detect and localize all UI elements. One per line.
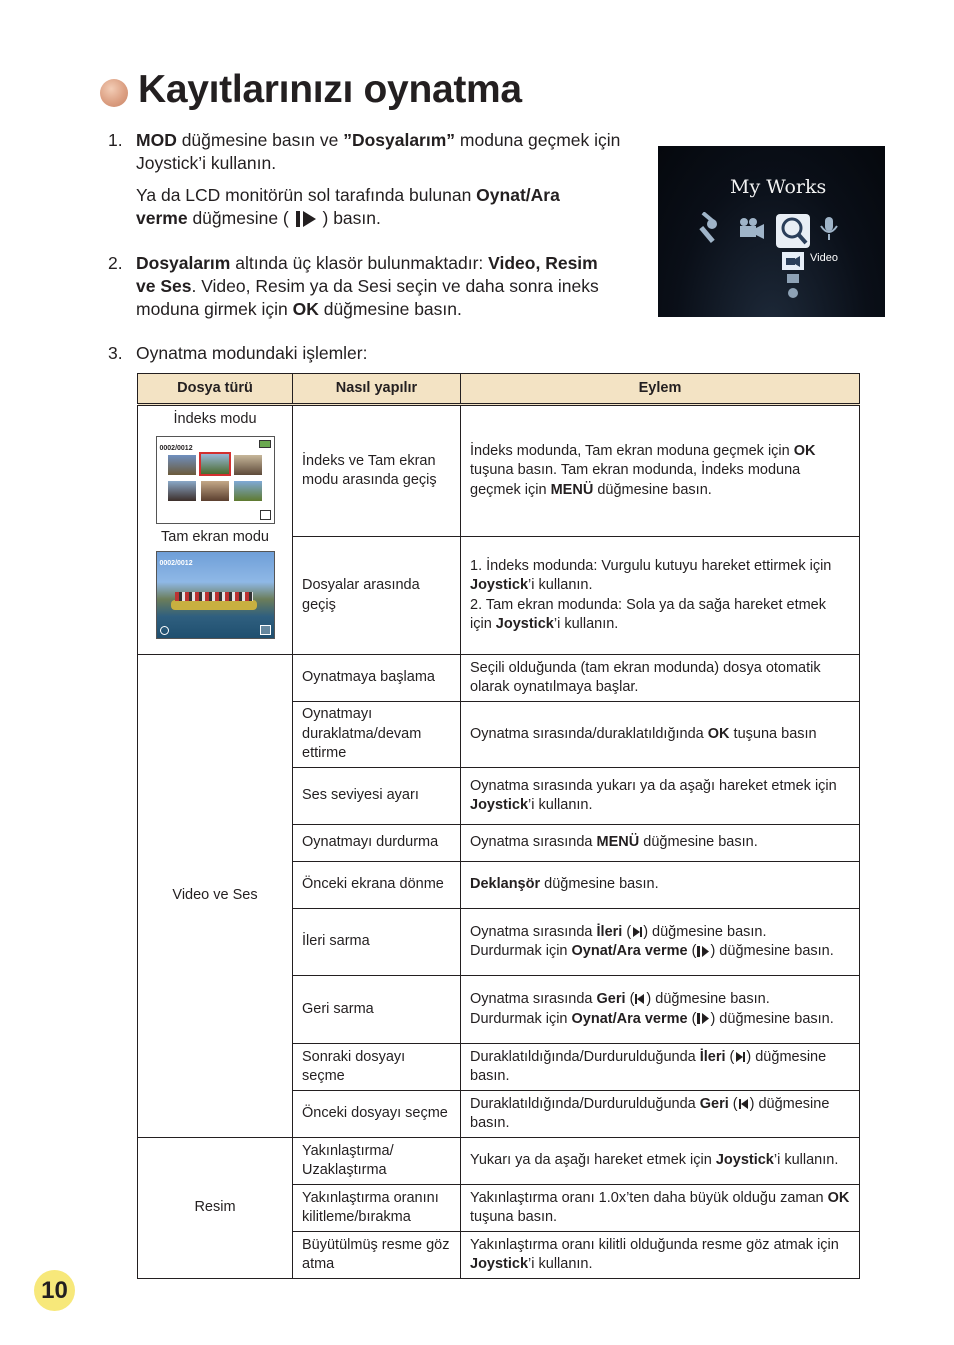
how-cell: Yakınlaştırma oranını kilitleme/bırakma [293,1185,461,1232]
forward-icon [734,1051,746,1063]
step-2-number: 2. [108,253,123,273]
file-icon [260,510,271,520]
forward-icon [631,926,643,938]
wrench-icon [699,212,717,243]
header-action: Eylem [461,374,860,405]
step-2-t3: düğmesine basın. [318,299,462,319]
boat-shape [171,600,257,610]
how-cell: Oynatmayı durdurma [293,825,461,862]
how-cell: Önceki ekrana dönme [293,862,461,909]
step-2-b1: Dosyalarım [136,253,231,273]
file-icon-full [260,625,271,635]
header-file-type: Dosya türü [138,374,293,405]
step-2-t2: . Video, Resim ya da Sesi seçin ve daha sonra ineks moduna girmek için [136,276,599,319]
microphone-icon [821,217,837,240]
rewind-icon [634,993,646,1005]
action-cell: Oynatma sırasında Geri ( ) düğmesine basın. Durdurmak için Oynat/Ara verme ( ) düğmesine basın. [461,976,860,1044]
mode-cell [138,405,293,655]
how-cell: Geri sarma [293,976,461,1044]
header-how: Nasıl yapılır [293,374,461,405]
step-3-number: 3. [108,343,123,363]
how-cell: Dosyalar arasında geçiş [293,537,461,655]
table-row [138,405,860,537]
action-cell: Oynatma sırasında MENÜ düğmesine basın. [461,825,860,862]
step-3-text: Oynatma modundaki işlemler: [136,343,368,363]
action-cell: İndeks modunda, Tam ekran moduna geçmek için OK tuşuna basın. Tam ekran modunda, İndeks moduna geçmek için MENÜ düğmesine basın. [461,405,860,537]
step-1-text [136,129,641,175]
action-cell: Yakınlaştırma oranı 1.0x’ten daha büyük olduğu zaman OK tuşuna basın. [461,1185,860,1232]
battery-icon [259,440,271,448]
lcd-title: My Works [730,176,827,198]
highlight-box [201,454,229,474]
index-mode-label: İndeks modu [173,411,257,427]
how-cell: Oynatmayı duraklatma/devam ettirme [293,702,461,768]
index-mode-thumbnail [156,436,275,524]
step-1-t1: düğmesine basın ve [176,130,344,150]
action-cell: Duraklatıldığında/Durdurulduğunda Geri ( ) düğmesine basın. [461,1091,860,1138]
how-cell: İleri sarma [293,909,461,976]
step-1-alt-text [136,184,616,230]
folder-word: ”Dosyalarım” [343,130,456,150]
action-cell: Deklanşör düğmesine basın. [461,862,860,909]
how-cell: Sonraki dosyayı seçme [293,1044,461,1091]
play-pause-icon [696,945,710,958]
video-group-cell: Video ve Ses [138,655,293,1138]
video-submenu-icon [782,252,804,270]
full-mode-label: Tam ekran modu [161,528,269,545]
camera-submenu-icon [787,274,799,283]
heading-bullet [100,79,128,107]
action-cell: Oynatma sırasında/duraklatıldığında OK tuşuna basın [461,702,860,768]
action-cell: Yukarı ya da aşağı hareket etmek için Joystick’i kullanın. [461,1138,860,1185]
full-mode-thumbnail [156,551,275,639]
step-1-number: 1. [108,130,123,150]
step-1-alt-t1: Ya da LCD monitörün sol tarafında bulunan [136,185,477,205]
action-cell: Duraklatıldığında/Durdurulduğunda İleri ( ) düğmesine basın. [461,1044,860,1091]
action-cell: 1. İndeks modunda: Vurgulu kutuyu hareket ettirmek için Joystick’i kullanın. 2. Tam ekran modunda: Sola ya da sağa hareket etmek için Joystick’i kullanın. [461,537,860,655]
full-counter: 0002/0012 [159,560,193,567]
table-row [138,655,860,702]
step-1-alt-t3: ) basın. [322,208,381,228]
action-cell: Seçili olduğunda (tam ekran modunda) dosya otomatik olarak oynatılmaya başlar. [461,655,860,702]
action-cell: Oynatma sırasında İleri ( ) düğmesine basın. Durdurmak için Oynat/Ara verme ( ) düğmesine basın. [461,909,860,976]
mod-word: MOD [136,130,177,150]
camcorder-icon [740,218,764,239]
step-2-text [136,252,616,321]
step-2-b2: Video, Resim ve Ses [136,253,598,296]
action-cell: Oynatma sırasında yukarı ya da aşağı hareket etmek için Joystick’i kullanın. [461,768,860,825]
sound-submenu-icon [788,288,798,298]
step-2-t1: altında üç klasör bulunmaktadır: [230,253,489,273]
rewind-icon [738,1098,750,1110]
page-title: Kayıtlarınızı oynatma [138,68,522,111]
step-2-b3: OK [292,299,319,319]
page-number: 10 [34,1270,75,1311]
table-row [138,1138,860,1185]
play-pause-icon [696,1012,710,1025]
search-folder-icon [776,214,810,248]
how-cell: Ses seviyesi ayarı [293,768,461,825]
how-cell: Önceki dosyayı seçme [293,1091,461,1138]
lcd-screenshot [658,146,885,317]
how-cell: Oynatmaya başlama [293,655,461,702]
operations-table [137,373,860,1279]
how-cell: Büyütülmüş resme göz atma [293,1232,461,1279]
step-1-alt-t2: düğmesine ( [187,208,289,228]
how-cell: İndeks ve Tam ekran modu arasında geçiş [293,405,461,537]
how-cell: Yakınlaştırma/ Uzaklaştırma [293,1138,461,1185]
settings-icon [160,626,169,635]
play-pause-icon [294,209,318,229]
image-group-cell: Resim [138,1138,293,1279]
step-1-t2: moduna geçmek için Joystick’i kullanın. [136,130,621,173]
index-counter: 0002/0012 [159,444,193,452]
lcd-video-label: Video [810,252,838,264]
action-cell: Yakınlaştırma oranı kilitli olduğunda resme göz atmak için Joystick’i kullanın. [461,1232,860,1279]
play-pause-word: Oynat/Ara verme [136,185,560,228]
table-header-row [138,374,860,405]
